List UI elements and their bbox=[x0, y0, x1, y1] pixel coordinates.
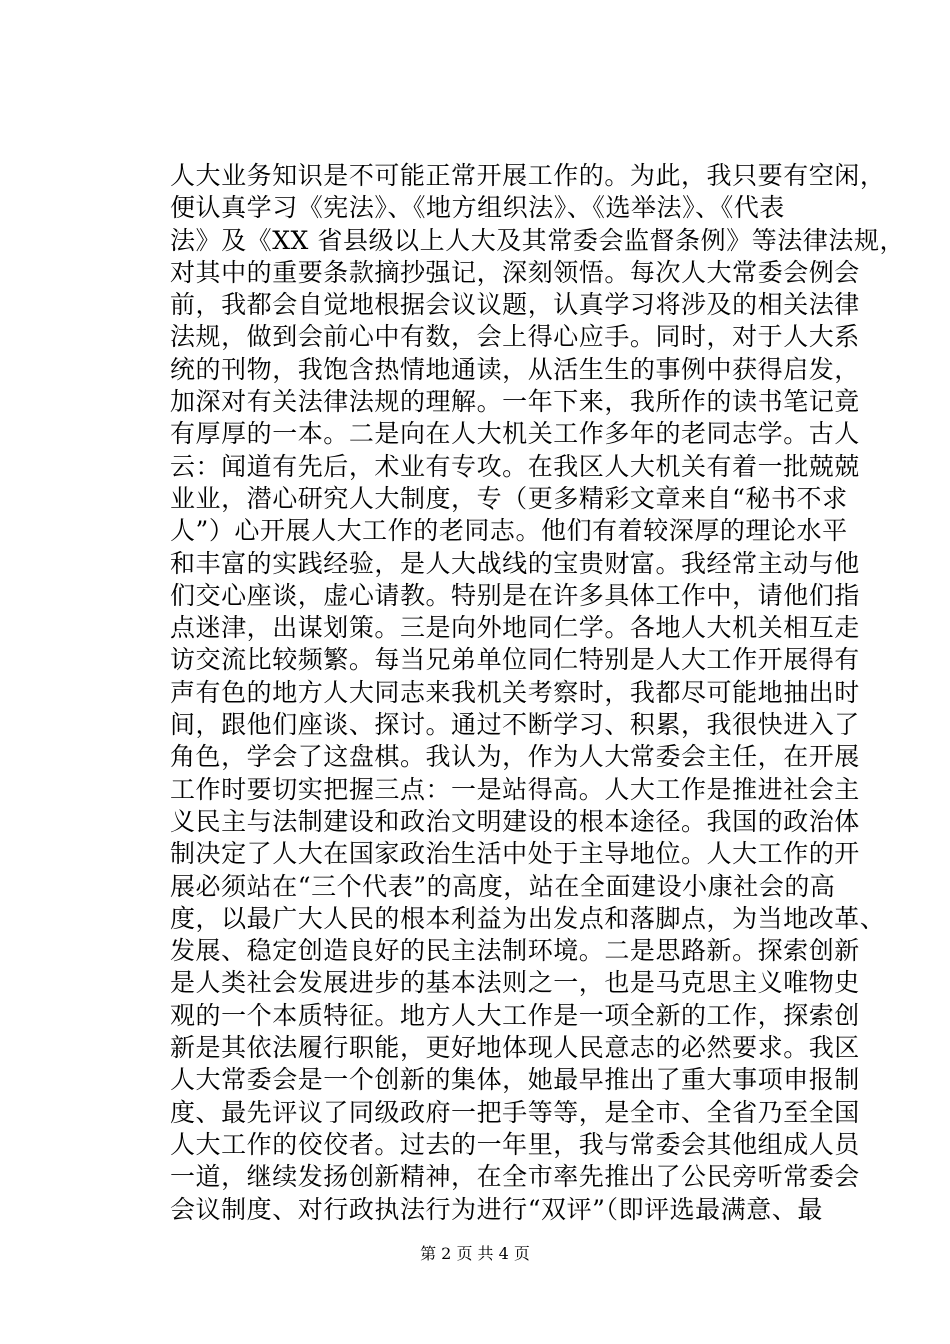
text-line: 前，我都会自觉地根据会议议题，认真学习将涉及的相关法律 bbox=[170, 290, 860, 320]
text-line: 一道，继续发扬创新精神，在全市率先推出了公民旁听常委会 bbox=[170, 1162, 860, 1192]
text-line: 观的一个本质特征。地方人大工作是一项全新的工作，探索创 bbox=[170, 1000, 860, 1030]
text-line: 对其中的重要条款摘抄强记，深刻领悟。每次人大常委会例会 bbox=[170, 257, 860, 287]
text-line: 业业，潜心研究人大制度，专（更多精彩文章来自“秘书不求 bbox=[170, 483, 848, 513]
text-line: 云：闻道有先后，术业有专攻。在我区人大机关有着一批兢兢 bbox=[170, 451, 860, 481]
text-line: 展必须站在“三个代表”的高度，站在全面建设小康社会的高 bbox=[170, 871, 836, 901]
text-line: 加深对有关法律法规的理解。一年下来，我所作的读书笔记竟 bbox=[170, 387, 860, 417]
text-line: 访交流比较频繁。每当兄弟单位同仁特别是人大工作开展得有 bbox=[170, 645, 860, 675]
text-line: 点迷津，出谋划策。三是向外地同仁学。各地人大机关相互走 bbox=[170, 613, 860, 643]
text-line: 声有色的地方人大同志来我机关考察时，我都尽可能地抽出时 bbox=[170, 677, 860, 707]
text-line: 法》及《XX 省县级以上人大及其常委会监督条例》等法律法规， bbox=[170, 225, 906, 255]
text-line: 人大工作的佼佼者。过去的一年里，我与常委会其他组成人员 bbox=[170, 1129, 860, 1159]
text-line: 发展、稳定创造良好的民主法制环境。二是思路新。探索创新 bbox=[170, 936, 860, 966]
text-line: 们交心座谈，虚心请教。特别是在许多具体工作中，请他们指 bbox=[170, 580, 860, 610]
text-line: 人大业务知识是不可能正常开展工作的。为此，我只要有空闲， bbox=[170, 161, 886, 190]
text-line: 度，以最广大人民的根本利益为出发点和落脚点，为当地改革、 bbox=[170, 903, 886, 933]
text-line: 工作时要切实把握三点：一是站得高。人大工作是推进社会主 bbox=[170, 774, 860, 804]
page-number-footer: 第 2 页 共 4 页 bbox=[420, 1244, 530, 1263]
document-body bbox=[170, 160, 906, 1226]
text-line: 度、最先评议了同级政府一把手等等，是全市、全省乃至全国 bbox=[170, 1097, 860, 1127]
text-line: 制决定了人大在国家政治生活中处于主导地位。人大工作的开 bbox=[170, 839, 860, 869]
text-line: 新是其依法履行职能，更好地体现人民意志的必然要求。我区 bbox=[170, 1033, 860, 1063]
text-line: 是人类社会发展进步的基本法则之一，也是马克思主义唯物史 bbox=[170, 968, 860, 998]
text-line: 义民主与法制建设和政治文明建设的根本途径。我国的政治体 bbox=[170, 806, 860, 836]
text-line: 统的刊物，我饱含热情地通读，从活生生的事例中获得启发， bbox=[170, 354, 860, 384]
text-line: 会议制度、对行政执法行为进行“双评”（即评选最满意、最 bbox=[170, 1194, 823, 1224]
text-line: 间，跟他们座谈、探讨。通过不断学习、积累，我很快进入了 bbox=[170, 710, 860, 740]
text-line: 人大常委会是一个创新的集体，她最早推出了重大事项申报制 bbox=[170, 1065, 860, 1095]
text-line: 人”）心开展人大工作的老同志。他们有着较深厚的理论水平 bbox=[170, 516, 848, 546]
text-line: 有厚厚的一本。二是向在人大机关工作多年的老同志学。古人 bbox=[170, 419, 860, 449]
text-line: 和丰富的实践经验，是人大战线的宝贵财富。我经常主动与他 bbox=[170, 548, 860, 578]
text-line: 法规，做到会前心中有数，会上得心应手。同时，对于人大系 bbox=[170, 322, 860, 352]
text-line: 角色，学会了这盘棋。我认为，作为人大常委会主任，在开展 bbox=[170, 742, 860, 772]
text-line: 便认真学习《宪法》、《地方组织法》、《选举法》、《代表 bbox=[170, 193, 785, 223]
